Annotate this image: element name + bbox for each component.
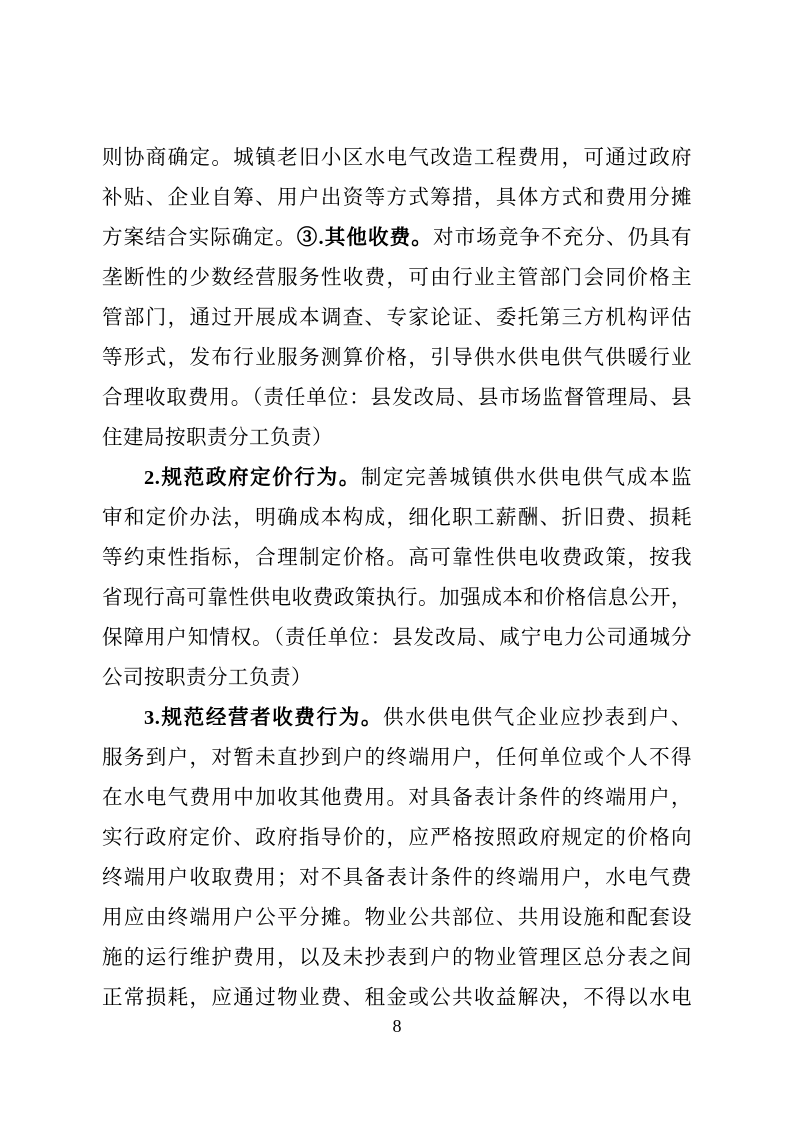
text-run: 在水电气费用中加收其他费用。对具备表计条件的终端用户，	[102, 787, 692, 809]
text-run: 垄断性的少数经营服务性收费，可由行业主管部门会同价格主	[102, 267, 692, 289]
text-line	[102, 378, 692, 418]
text-line	[102, 538, 692, 578]
text-line	[102, 778, 692, 818]
text-run: 正常损耗，应通过物业费、租金或公共收益解决，不得以水电	[102, 987, 692, 1009]
text-line	[102, 898, 692, 938]
text-line	[102, 338, 692, 378]
text-run: 省现行高可靠性供电收费政策执行。加强成本和价格信息公开，	[102, 587, 692, 609]
text-run: 则协商确定。城镇老旧小区水电气改造工程费用，可通过政府	[102, 147, 692, 169]
text-line	[102, 178, 692, 218]
text-run: 住建局按职责分工负责）	[102, 427, 333, 449]
text-line	[102, 458, 692, 498]
text-run: 审和定价办法，明确成本构成，细化职工薪酬、折旧费、损耗	[102, 507, 692, 529]
text-run: 管部门，通过开展成本调查、专家论证、委托第三方机构评估	[102, 307, 692, 329]
text-run: 等约束性指标，合理制定价格。高可靠性供电收费政策，按我	[102, 547, 692, 569]
text-run: 施的运行维护费用，以及未抄表到户的物业管理区总分表之间	[102, 947, 692, 969]
text-run: 等形式，发布行业服务测算价格，引导供水供电供气供暖行业	[102, 347, 692, 369]
text-line	[102, 298, 692, 338]
text-line	[102, 618, 692, 658]
bold-run: 3.规范经营者收费行为。	[144, 707, 384, 729]
page-number: 8	[392, 1016, 402, 1036]
text-run: 供水供电供气企业应抄表到户、	[383, 707, 692, 729]
text-run: 保障用户知情权。（责任单位：县发改局、咸宁电力公司通城分	[102, 627, 692, 649]
text-run: 实行政府定价、政府指导价的，应严格按照政府规定的价格向	[102, 827, 692, 849]
text-line	[102, 258, 692, 298]
bold-run: ③.其他收费。	[296, 227, 433, 249]
text-line	[102, 858, 692, 898]
text-line	[102, 938, 692, 978]
text-line	[102, 698, 692, 738]
bold-run: 2.规范政府定价行为。	[144, 467, 361, 489]
text-run: 制定完善城镇供水供电供气成本监	[360, 467, 692, 489]
text-line	[102, 818, 692, 858]
text-run: 用应由终端用户公平分摊。物业公共部位、共用设施和配套设	[102, 907, 692, 929]
paragraph	[102, 698, 692, 1018]
text-run: 公司按职责分工负责）	[102, 667, 312, 689]
text-run: 服务到户，对暂未直抄到户的终端用户，任何单位或个人不得	[102, 747, 692, 769]
text-line	[102, 738, 692, 778]
document-body	[102, 138, 692, 1018]
text-run: 补贴、企业自筹、用户出资等方式筹措，具体方式和费用分摊	[102, 187, 692, 209]
text-run: 对市场竞争不充分、仍具有	[432, 227, 692, 249]
text-run: 终端用户收取费用；对不具备表计条件的终端用户，水电气费	[102, 867, 692, 889]
text-line	[102, 498, 692, 538]
text-line	[102, 658, 692, 698]
page-footer	[0, 1012, 794, 1040]
paragraph	[102, 138, 692, 458]
text-run: 合理收取费用。（责任单位：县发改局、县市场监督管理局、县	[102, 387, 692, 409]
text-line	[102, 138, 692, 178]
text-line	[102, 218, 692, 258]
text-line	[102, 418, 692, 458]
paragraph	[102, 458, 692, 698]
text-line	[102, 578, 692, 618]
text-run: 方案结合实际确定。	[102, 227, 297, 249]
